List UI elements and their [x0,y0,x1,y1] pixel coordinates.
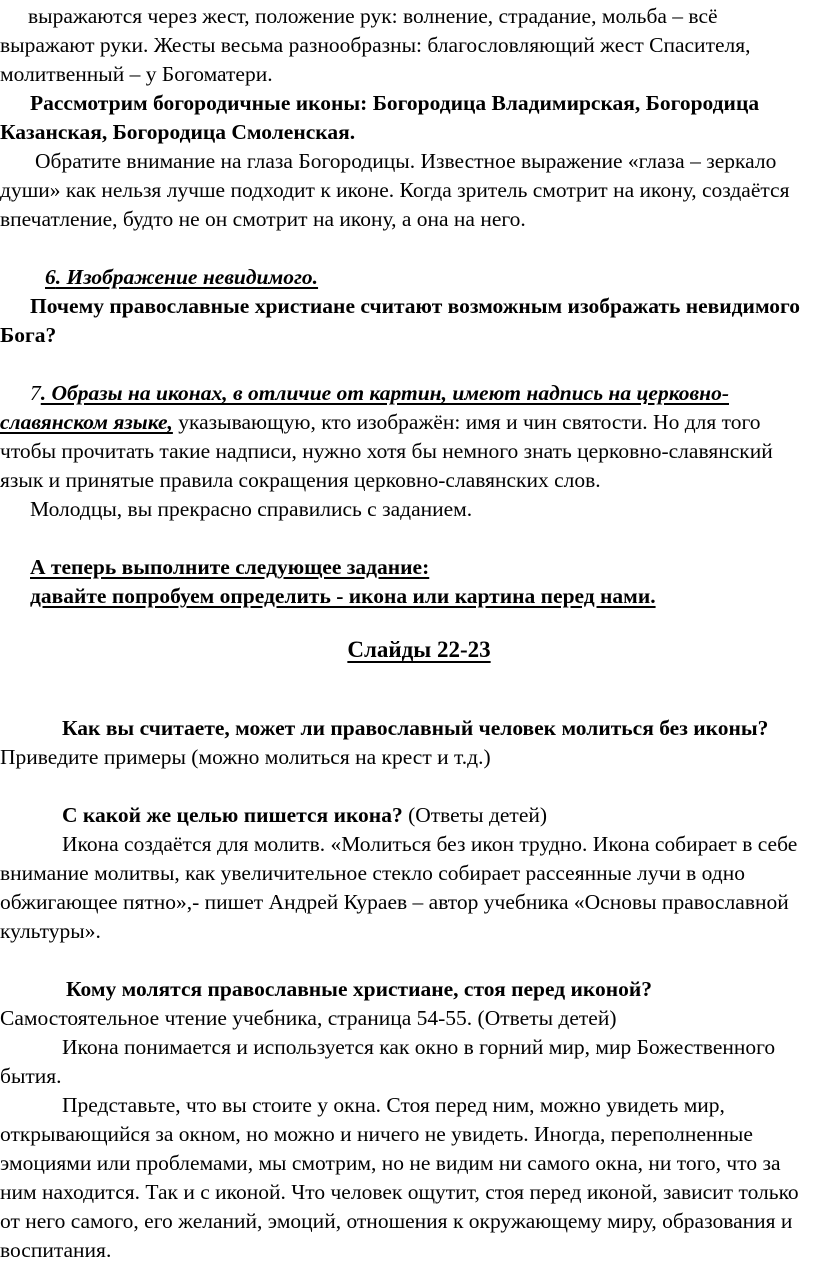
question-2-answer: Икона создаётся для молитв. «Молиться без икон трудно. Икона собирает в себе внимание молитвы, как увеличительное стекло собирает рассеянные лучи в одно обжигающее пятно»,- пишет Андрей Кураев – автор учебника «Основы православной культуры». [0,832,798,943]
paragraph-bogoroditsa-icons: Рассмотрим богородичные иконы: Богородица Владимирская, Богородица Казанская, Богородица Смоленская. [0,91,760,144]
question-1-bold: Как вы считаете, может ли православный человек молиться без иконы? [62,716,769,740]
paragraph-gestures [0,2,808,89]
question-2-rest: (Ответы детей) [402,803,548,827]
slides-heading: Слайды 22-23 [347,637,491,662]
spacer [0,946,808,975]
section-6-title [0,263,808,292]
section-6-heading: . Изображение невидимого. [55,265,319,289]
spacer [0,611,808,635]
paragraph-eyes: Обратите внимание на глаза Богородицы. Известное выражение «глаза – зеркало души» как нельзя лучше подходит к иконе. Когда зритель смотрит на икону, создаётся впечатление, будто не он смотрит на икону, а она на него. [0,149,790,231]
question-1-rest: Приведите примеры (можно молиться на крест и т.д.) [0,745,491,769]
spacer [0,772,808,801]
section-6-number: 6 [45,265,56,289]
paragraph-gestures-line1: выражаются через жест, положение рук: волнение, страдание, мольба – [28,4,684,28]
task-line-1-text: А теперь выполните следующее задание: [30,555,430,579]
question-1 [0,714,808,772]
task-line-2 [0,582,808,611]
section-7-heading: . Образы на иконах, в отличие от картин, имеют надпись на церковно-славянском языке, [0,381,729,434]
spacer [0,664,808,714]
section-7-number: 7 [30,381,41,405]
paragraph-gestures-rest: всё выражают руки. Жесты весьма разнообразны: благословляющий жест Спасителя, молитвенный – у Богоматери. [0,4,751,86]
section-6-question: Почему православные христиане считают возможным изображать невидимого Бога? [0,294,801,347]
spacer [0,350,808,379]
window-paragraph: Представьте, что вы стоите у окна. Стоя перед ним, можно увидеть мир, открывающийся за окном, но можно и ничего не увидеть. Иногда, переполненные эмоциями или проблемами, мы смотрим, но не видим ни самого окна, ни того, что за ним находится. Так и с иконой. Что человек ощутит, стоя перед иконой, зависит только от него самого, его желаний, эмоций, отношения к окружающему миру, образования и воспитания. [0,1093,799,1262]
task-line-2-text: давайте попробуем определить - икона или картина перед нами. [30,584,656,608]
question-2-bold: С какой же целью пишется икона? [62,803,403,827]
question-2 [0,801,808,830]
praise-line: Молодцы, вы прекрасно справились с заданием. [30,497,473,521]
section-7-paragraph [0,379,808,495]
spacer [0,234,808,263]
question-3: Кому молятся православные христиане, стоя перед иконой? [66,977,652,1001]
question-3-rest: Самостоятельное чтение учебника, страница 54-55. (Ответы детей) [0,1006,617,1030]
section-7-text: указывающую, кто изображён: имя и чин святости. Но для того чтобы прочитать такие надписи, нужно хотя бы немного знать церковно-славянский язык и принятые правила сокращения церковно-славянских слов. [0,410,773,492]
spacer [0,524,808,553]
question-3-answer: Икона понимается и используется как окно в горний мир, мир Божественного бытия. [0,1035,776,1088]
task-line-1 [0,553,808,582]
